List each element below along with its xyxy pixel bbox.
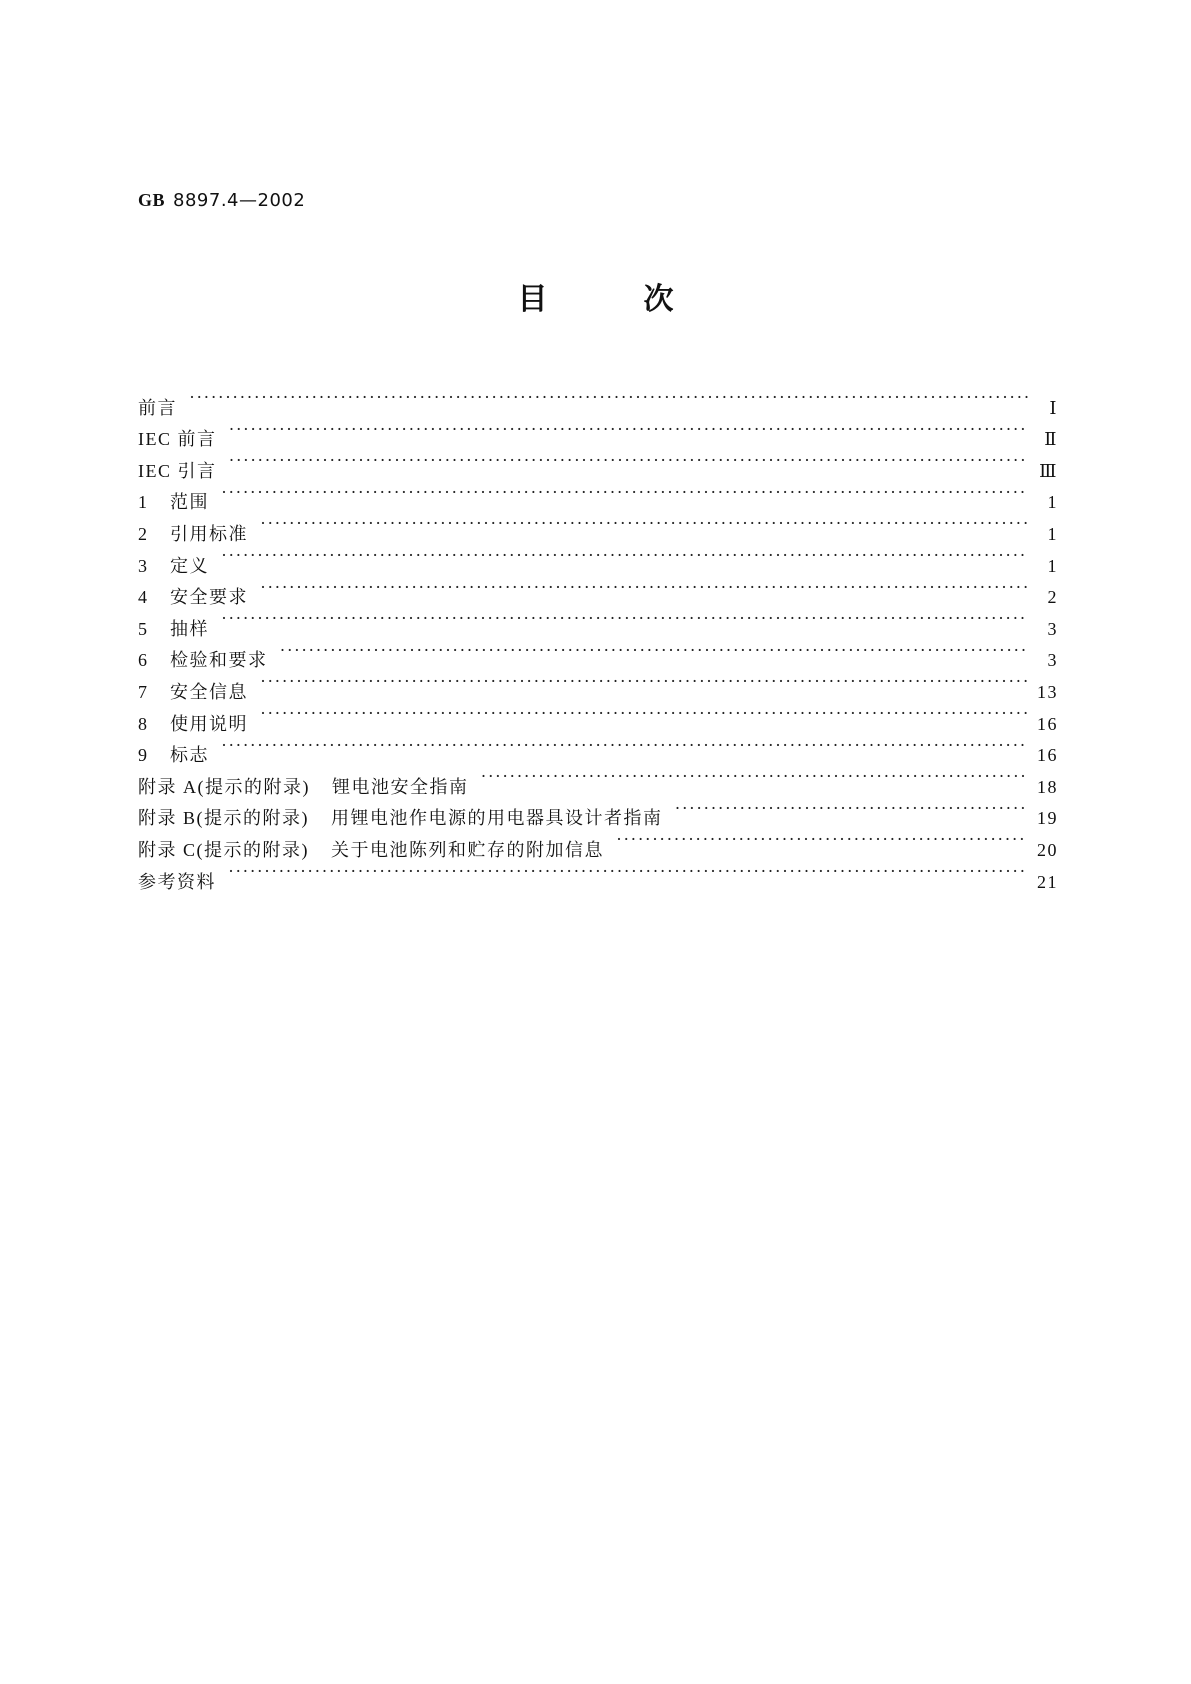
toc-entry-section-6[interactable]: [138, 635, 1058, 671]
toc-entry-page: 1: [1047, 555, 1058, 576]
toc-entry-page: Ⅲ: [1039, 460, 1058, 481]
toc-entry-page: 13: [1037, 681, 1058, 702]
toc-entry-label: 参考资料: [138, 871, 216, 892]
toc-entry-section-4[interactable]: [138, 572, 1058, 608]
toc-entry-label: 安全信息: [170, 681, 248, 702]
toc-entry-references[interactable]: [138, 856, 1058, 892]
toc-entry-number: 7: [138, 681, 149, 702]
toc-leader-dots: [260, 508, 1028, 540]
toc-leader-dots: [221, 477, 1028, 509]
toc-entry-label: 附录 B(提示的附录): [138, 808, 309, 829]
toc-entry-appendix-a[interactable]: [138, 761, 1058, 797]
toc-entry-section-3[interactable]: [138, 540, 1058, 576]
toc-entry-sublabel: 锂电池安全指南: [332, 776, 469, 797]
toc-entry-page: 19: [1037, 808, 1058, 829]
toc-entry-label: 范围: [170, 492, 209, 513]
toc-entry-page: 21: [1037, 871, 1058, 892]
toc-entry-page: 1: [1047, 492, 1058, 513]
toc-leader-dots: [228, 856, 1027, 888]
toc-entry-iec-preface[interactable]: [138, 414, 1058, 450]
toc-entry-section-8[interactable]: [138, 698, 1058, 734]
toc-entry-sublabel: 关于电池陈列和贮存的附加信息: [331, 839, 604, 860]
toc-entry-page: 3: [1047, 650, 1058, 671]
toc-entry-number: 5: [138, 618, 149, 639]
toc-entry-label: 附录 C(提示的附录): [138, 839, 309, 860]
standard-code: GB: [138, 190, 166, 210]
toc-entry-page: Ⅰ: [1049, 397, 1058, 418]
toc-entry-page: 18: [1037, 776, 1058, 797]
toc-entry-number: 4: [138, 587, 149, 608]
toc-entry-page: 3: [1047, 618, 1058, 639]
toc-entry-section-9[interactable]: [138, 730, 1058, 766]
toc-title: 目次: [517, 282, 770, 317]
toc-leader-dots: [221, 540, 1028, 572]
toc-entry-number: 2: [138, 523, 149, 544]
toc-entry-preface[interactable]: [138, 382, 1058, 418]
toc-leader-dots: [616, 824, 1027, 856]
toc-leader-dots: [229, 445, 1029, 477]
toc-entry-page: 20: [1037, 839, 1058, 860]
toc-leader-dots: [260, 666, 1027, 698]
toc-entry-label: 附录 A(提示的附录): [138, 776, 310, 797]
toc-entry-number: 6: [138, 650, 149, 671]
toc-entry-label: 标志: [170, 745, 209, 766]
toc-leader-dots: [481, 761, 1028, 793]
toc-entry-section-5[interactable]: [138, 603, 1058, 639]
toc-entry-page: Ⅱ: [1044, 429, 1058, 450]
toc-leader-dots: [221, 730, 1027, 762]
toc-entry-iec-introduction[interactable]: [138, 445, 1058, 481]
toc-leader-dots: [260, 698, 1027, 730]
standard-number-text: 8897.4—2002: [173, 190, 306, 211]
toc-entry-label: 抽样: [170, 618, 209, 639]
toc-entry-section-7[interactable]: [138, 666, 1058, 702]
toc-leader-dots: [280, 635, 1029, 667]
toc-entry-label: IEC 引言: [138, 460, 217, 481]
toc-leader-dots: [189, 382, 1028, 414]
toc-entry-label: 引用标准: [170, 523, 248, 544]
toc-entry-number: 8: [138, 713, 149, 734]
standard-number: [138, 190, 305, 211]
toc-leader-dots: [675, 793, 1028, 825]
toc-leader-dots: [229, 414, 1029, 446]
toc-entry-label: 检验和要求: [170, 650, 268, 671]
toc-leader-dots: [221, 603, 1028, 635]
toc-entry-sublabel: 用锂电池作电源的用电器具设计者指南: [331, 808, 663, 829]
toc-entry-label: 安全要求: [170, 587, 248, 608]
toc-entry-page: 16: [1037, 713, 1058, 734]
toc-entry-label: 使用说明: [170, 713, 248, 734]
toc-entry-page: 2: [1047, 587, 1058, 608]
toc-entry-number: 3: [138, 555, 149, 576]
toc-leader-dots: [260, 572, 1028, 604]
toc-entry-page: 16: [1037, 745, 1058, 766]
toc-entry-page: 1: [1047, 523, 1058, 544]
toc-entry-number: 1: [138, 492, 149, 513]
toc-entry-section-2[interactable]: [138, 508, 1058, 544]
toc-entry-section-1[interactable]: [138, 477, 1058, 513]
toc-list: [138, 382, 1058, 892]
toc-entry-label: 前言: [138, 397, 177, 418]
toc-entry-label: 定义: [170, 555, 209, 576]
toc-entry-number: 9: [138, 745, 149, 766]
toc-entry-label: IEC 前言: [138, 429, 217, 450]
